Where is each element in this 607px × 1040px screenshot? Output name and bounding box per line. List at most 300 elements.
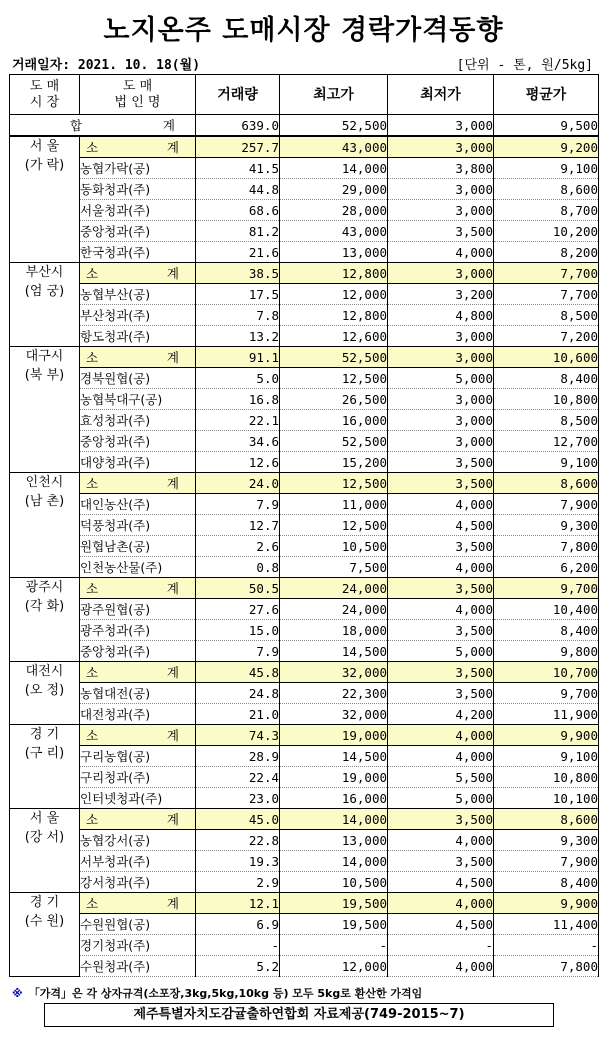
total-avg: 9,500 — [494, 115, 599, 137]
cell-max: 12,500 — [280, 515, 388, 536]
cell-min: 3,000 — [388, 179, 494, 200]
cell-min: 3,500 — [388, 473, 494, 494]
subtotal-label-b: 계 — [166, 265, 179, 281]
corp-name: 광주원협(공) — [80, 599, 196, 620]
subtotal-row — [10, 473, 599, 494]
cell-volume: 27.6 — [196, 599, 280, 620]
cell-avg: 8,400 — [494, 368, 599, 389]
market-district: (강 서) — [24, 830, 65, 845]
cell-max: 10,500 — [280, 536, 388, 557]
page-title: 노지온주 도매시장 경락가격동향 — [103, 15, 504, 46]
cell-avg: 10,100 — [494, 788, 599, 809]
market-name: 대구시 — [25, 349, 64, 364]
market-name-cell — [10, 473, 80, 578]
table-row — [10, 599, 599, 620]
table-row — [10, 158, 599, 179]
footnote-text: 「가격」은 각 상자규격(소포장,3kg,5kg,10kg 등) 모두 5kg로 환산한 가격임 — [28, 987, 423, 1000]
cell-volume: 0.8 — [196, 557, 280, 578]
cell-volume: 7.8 — [196, 305, 280, 326]
cell-volume: 5.0 — [196, 368, 280, 389]
cell-avg: 10,800 — [494, 767, 599, 788]
cell-avg: 9,800 — [494, 641, 599, 662]
total-min: 3,000 — [388, 115, 494, 137]
corp-name: 중앙청과(주) — [80, 641, 196, 662]
corp-name: 효성청과(주) — [80, 410, 196, 431]
cell-max: - — [280, 935, 388, 956]
cell-avg: 7,200 — [494, 326, 599, 347]
table-row — [10, 914, 599, 935]
cell-volume: 50.5 — [196, 578, 280, 599]
cell-volume: 7.9 — [196, 494, 280, 515]
corp-name: 농협대전(공) — [80, 683, 196, 704]
market-name: 부산시 — [25, 265, 64, 280]
cell-min: 3,500 — [388, 809, 494, 830]
subtotal-label-a: 소 — [86, 139, 99, 155]
cell-volume: 12.6 — [196, 452, 280, 473]
header-market-top: 도 매 — [29, 78, 60, 94]
corp-name: 인터넷청과(주) — [80, 788, 196, 809]
corp-name: 농협가락(공) — [80, 158, 196, 179]
subtotal-label-a: 소 — [86, 727, 99, 743]
cell-max: 52,500 — [280, 347, 388, 368]
table-row — [10, 641, 599, 662]
corp-name: 농협북대구(공) — [80, 389, 196, 410]
subtotal-row — [10, 347, 599, 368]
cell-max: 26,500 — [280, 389, 388, 410]
cell-min: 3,000 — [388, 431, 494, 452]
subtotal-label-b: 계 — [166, 349, 179, 365]
table-row — [10, 851, 599, 872]
subtotal-label-b: 계 — [166, 811, 179, 827]
cell-max: 29,000 — [280, 179, 388, 200]
cell-min: 5,500 — [388, 767, 494, 788]
cell-min: 4,000 — [388, 893, 494, 914]
cell-avg: 8,600 — [494, 473, 599, 494]
cell-avg: 9,300 — [494, 830, 599, 851]
header-market-bottom: 시 장 — [29, 94, 60, 110]
header-min: 최저가 — [388, 75, 494, 115]
cell-max: 32,000 — [280, 662, 388, 683]
cell-volume: 17.5 — [196, 284, 280, 305]
cell-min: 3,000 — [388, 347, 494, 368]
cell-volume: 22.1 — [196, 410, 280, 431]
cell-volume: 68.6 — [196, 200, 280, 221]
corp-name: 서부청과(주) — [80, 851, 196, 872]
subtotal-label-a: 소 — [86, 664, 99, 680]
table-row — [10, 368, 599, 389]
subtotal-label-b: 계 — [166, 580, 179, 596]
market-district: (구 리) — [24, 746, 65, 761]
cell-volume: 12.1 — [196, 893, 280, 914]
cell-max: 12,800 — [280, 305, 388, 326]
cell-avg: 8,400 — [494, 620, 599, 641]
cell-min: 3,500 — [388, 221, 494, 242]
market-name: 광주시 — [25, 580, 64, 595]
cell-max: 14,000 — [280, 809, 388, 830]
cell-min: 3,500 — [388, 662, 494, 683]
corp-name: 대인농산(주) — [80, 494, 196, 515]
market-district: (각 화) — [24, 599, 65, 614]
table-row — [10, 431, 599, 452]
market-name: 인천시 — [25, 475, 64, 490]
corp-name: 경북원협(공) — [80, 368, 196, 389]
cell-max: 19,500 — [280, 914, 388, 935]
corp-name: 중앙청과(주) — [80, 431, 196, 452]
footnote — [12, 985, 422, 1001]
cell-volume: 24.8 — [196, 683, 280, 704]
table-row — [10, 935, 599, 956]
cell-min: 3,500 — [388, 683, 494, 704]
cell-max: 24,000 — [280, 578, 388, 599]
cell-min: 3,500 — [388, 452, 494, 473]
market-district: (남 촌) — [24, 494, 65, 509]
table-row — [10, 494, 599, 515]
cell-max: 12,800 — [280, 263, 388, 284]
subtotal-label-a: 소 — [86, 580, 99, 596]
cell-avg: 9,200 — [494, 136, 599, 158]
table-row — [10, 956, 599, 977]
cell-volume: 44.8 — [196, 179, 280, 200]
cell-avg: 10,800 — [494, 389, 599, 410]
table-row — [10, 452, 599, 473]
cell-max: 28,000 — [280, 200, 388, 221]
subtotal-label — [80, 347, 196, 368]
subtotal-row — [10, 578, 599, 599]
cell-max: 10,500 — [280, 872, 388, 893]
subtotal-label-b: 계 — [166, 139, 179, 155]
header-avg: 평균가 — [494, 75, 599, 115]
cell-volume: 15.0 — [196, 620, 280, 641]
total-volume: 639.0 — [196, 115, 280, 137]
market-name-cell — [10, 578, 80, 662]
cell-max: 14,500 — [280, 746, 388, 767]
source-box: 제주특별자치도감귤출하연합회 자료제공(749-2015~7) — [44, 1003, 554, 1027]
cell-avg: 9,900 — [494, 893, 599, 914]
table-row — [10, 788, 599, 809]
market-name-cell — [10, 662, 80, 725]
table-row — [10, 221, 599, 242]
subtotal-label — [80, 136, 196, 158]
cell-min: 4,000 — [388, 494, 494, 515]
price-table — [9, 74, 599, 977]
table-row — [10, 704, 599, 725]
cell-avg: 8,200 — [494, 242, 599, 263]
cell-max: 18,000 — [280, 620, 388, 641]
cell-avg: 10,400 — [494, 599, 599, 620]
cell-max: 19,000 — [280, 767, 388, 788]
cell-min: 3,500 — [388, 578, 494, 599]
table-row — [10, 620, 599, 641]
cell-avg: 7,800 — [494, 956, 599, 977]
total-label-b: 계 — [162, 117, 175, 133]
cell-max: 32,000 — [280, 704, 388, 725]
cell-min: 3,800 — [388, 158, 494, 179]
cell-avg: 7,900 — [494, 851, 599, 872]
cell-avg: 9,900 — [494, 725, 599, 746]
table-row — [10, 683, 599, 704]
corp-name: 항도청과(주) — [80, 326, 196, 347]
cell-min: 4,000 — [388, 746, 494, 767]
subtotal-label — [80, 473, 196, 494]
cell-min: 4,500 — [388, 515, 494, 536]
cell-max: 12,000 — [280, 956, 388, 977]
market-district: (수 원) — [24, 914, 65, 929]
cell-avg: 9,100 — [494, 158, 599, 179]
corp-name: 수원원협(공) — [80, 914, 196, 935]
cell-volume: 28.9 — [196, 746, 280, 767]
cell-max: 12,000 — [280, 284, 388, 305]
cell-min: 4,000 — [388, 242, 494, 263]
cell-min: 4,500 — [388, 914, 494, 935]
corp-name: 한국청과(주) — [80, 242, 196, 263]
header-corp — [80, 75, 196, 115]
cell-max: 14,500 — [280, 641, 388, 662]
cell-max: 19,000 — [280, 725, 388, 746]
subtotal-row — [10, 725, 599, 746]
header-max: 최고가 — [280, 75, 388, 115]
subtotal-row — [10, 263, 599, 284]
cell-min: 3,000 — [388, 389, 494, 410]
cell-volume: 22.8 — [196, 830, 280, 851]
cell-avg: 9,100 — [494, 452, 599, 473]
cell-max: 14,000 — [280, 851, 388, 872]
table-row — [10, 872, 599, 893]
cell-avg: 10,200 — [494, 221, 599, 242]
cell-avg: 7,700 — [494, 263, 599, 284]
market-name: 서 울 — [29, 811, 60, 826]
cell-max: 12,500 — [280, 368, 388, 389]
corp-name: 경기청과(주) — [80, 935, 196, 956]
cell-max: 16,000 — [280, 788, 388, 809]
cell-avg: 8,500 — [494, 410, 599, 431]
header-volume: 거래량 — [196, 75, 280, 115]
cell-volume: 12.7 — [196, 515, 280, 536]
corp-name: 대양청과(주) — [80, 452, 196, 473]
cell-min: 4,200 — [388, 704, 494, 725]
header-corp-bottom: 법 인 명 — [114, 94, 161, 110]
cell-max: 12,600 — [280, 326, 388, 347]
market-district: (오 정) — [24, 683, 65, 698]
subtotal-label-a: 소 — [86, 265, 99, 281]
subtotal-label — [80, 809, 196, 830]
cell-avg: 12,700 — [494, 431, 599, 452]
cell-avg: 10,600 — [494, 347, 599, 368]
cell-max: 43,000 — [280, 136, 388, 158]
cell-min: 4,000 — [388, 599, 494, 620]
corp-name: 농협부산(공) — [80, 284, 196, 305]
corp-name: 부산청과(주) — [80, 305, 196, 326]
cell-avg: 11,400 — [494, 914, 599, 935]
cell-min: 3,200 — [388, 284, 494, 305]
subtotal-label-a: 소 — [86, 811, 99, 827]
cell-max: 13,000 — [280, 242, 388, 263]
cell-avg: 10,700 — [494, 662, 599, 683]
subtotal-row — [10, 662, 599, 683]
cell-volume: 22.4 — [196, 767, 280, 788]
cell-min: 4,800 — [388, 305, 494, 326]
cell-max: 52,500 — [280, 431, 388, 452]
cell-volume: 34.6 — [196, 431, 280, 452]
cell-min: 3,000 — [388, 136, 494, 158]
subtotal-label — [80, 263, 196, 284]
footnote-mark: ※ — [12, 987, 23, 1000]
cell-avg: 9,700 — [494, 578, 599, 599]
cell-min: 4,000 — [388, 830, 494, 851]
cell-min: 3,500 — [388, 536, 494, 557]
header-corp-top: 도 매 — [122, 78, 153, 94]
cell-avg: 7,700 — [494, 284, 599, 305]
subtotal-label — [80, 578, 196, 599]
table-header-row — [10, 75, 599, 115]
cell-avg: - — [494, 935, 599, 956]
cell-volume: 74.3 — [196, 725, 280, 746]
corp-name: 인천농산물(주) — [80, 557, 196, 578]
subtotal-label — [80, 662, 196, 683]
subtotal-row — [10, 809, 599, 830]
corp-name: 농협강서(공) — [80, 830, 196, 851]
market-name-cell — [10, 725, 80, 809]
cell-volume: 45.8 — [196, 662, 280, 683]
cell-min: 4,500 — [388, 872, 494, 893]
table-row — [10, 746, 599, 767]
cell-min: 3,000 — [388, 263, 494, 284]
cell-avg: 8,500 — [494, 305, 599, 326]
header-market — [10, 75, 80, 115]
table-row — [10, 284, 599, 305]
table-row — [10, 515, 599, 536]
total-row — [10, 115, 599, 137]
cell-max: 16,000 — [280, 410, 388, 431]
cell-max: 19,500 — [280, 893, 388, 914]
market-name-cell — [10, 347, 80, 473]
cell-min: - — [388, 935, 494, 956]
table-row — [10, 557, 599, 578]
cell-max: 12,500 — [280, 473, 388, 494]
cell-min: 3,000 — [388, 200, 494, 221]
cell-volume: 16.8 — [196, 389, 280, 410]
subtotal-label — [80, 725, 196, 746]
cell-volume: 5.2 — [196, 956, 280, 977]
cell-min: 4,000 — [388, 557, 494, 578]
market-name-cell — [10, 263, 80, 347]
cell-avg: 8,700 — [494, 200, 599, 221]
table-row — [10, 305, 599, 326]
total-max: 52,500 — [280, 115, 388, 137]
market-district: (가 락) — [24, 158, 65, 173]
cell-max: 13,000 — [280, 830, 388, 851]
trade-date: 거래일자: 2021. 10. 18(월) — [12, 58, 201, 73]
subtotal-label — [80, 893, 196, 914]
corp-name: 강서청과(주) — [80, 872, 196, 893]
corp-name: 원협남촌(공) — [80, 536, 196, 557]
corp-name: 수원청과(주) — [80, 956, 196, 977]
corp-name: 덕풍청과(주) — [80, 515, 196, 536]
total-label-a: 합 — [70, 117, 83, 133]
cell-avg: 7,900 — [494, 494, 599, 515]
cell-min: 3,500 — [388, 851, 494, 872]
cell-avg: 8,600 — [494, 179, 599, 200]
cell-max: 11,000 — [280, 494, 388, 515]
cell-max: 14,000 — [280, 158, 388, 179]
cell-min: 4,000 — [388, 956, 494, 977]
corp-name: 구리청과(주) — [80, 767, 196, 788]
subtotal-row — [10, 136, 599, 158]
cell-max: 15,200 — [280, 452, 388, 473]
cell-avg: 9,100 — [494, 746, 599, 767]
cell-volume: 2.6 — [196, 536, 280, 557]
cell-avg: 8,600 — [494, 809, 599, 830]
cell-min: 3,000 — [388, 410, 494, 431]
subtotal-label-a: 소 — [86, 895, 99, 911]
market-name-cell — [10, 809, 80, 893]
market-district: (북 부) — [24, 368, 65, 383]
corp-name: 구리농협(공) — [80, 746, 196, 767]
cell-volume: 23.0 — [196, 788, 280, 809]
subtotal-label-a: 소 — [86, 475, 99, 491]
cell-volume: - — [196, 935, 280, 956]
table-row — [10, 410, 599, 431]
subtotal-label-b: 계 — [166, 727, 179, 743]
subtotal-label-b: 계 — [166, 475, 179, 491]
cell-volume: 19.3 — [196, 851, 280, 872]
cell-min: 5,000 — [388, 788, 494, 809]
corp-name: 동화청과(주) — [80, 179, 196, 200]
cell-avg: 8,400 — [494, 872, 599, 893]
cell-volume: 21.6 — [196, 242, 280, 263]
cell-max: 22,300 — [280, 683, 388, 704]
cell-volume: 38.5 — [196, 263, 280, 284]
corp-name: 광주청과(주) — [80, 620, 196, 641]
table-row — [10, 326, 599, 347]
cell-avg: 9,300 — [494, 515, 599, 536]
table-row — [10, 536, 599, 557]
cell-volume: 41.5 — [196, 158, 280, 179]
cell-max: 24,000 — [280, 599, 388, 620]
cell-min: 3,500 — [388, 620, 494, 641]
cell-volume: 81.2 — [196, 221, 280, 242]
cell-min: 3,000 — [388, 326, 494, 347]
cell-volume: 45.0 — [196, 809, 280, 830]
subtotal-label-a: 소 — [86, 349, 99, 365]
cell-avg: 7,800 — [494, 536, 599, 557]
table-row — [10, 767, 599, 788]
cell-volume: 2.9 — [196, 872, 280, 893]
table-row — [10, 200, 599, 221]
market-name: 대전시 — [25, 664, 64, 679]
cell-volume: 7.9 — [196, 641, 280, 662]
cell-avg: 11,900 — [494, 704, 599, 725]
cell-min: 5,000 — [388, 641, 494, 662]
cell-max: 43,000 — [280, 221, 388, 242]
subtotal-label-b: 계 — [166, 895, 179, 911]
cell-min: 5,000 — [388, 368, 494, 389]
market-name-cell — [10, 893, 80, 977]
cell-volume: 13.2 — [196, 326, 280, 347]
table-row — [10, 242, 599, 263]
table-row — [10, 830, 599, 851]
cell-volume: 91.1 — [196, 347, 280, 368]
table-row — [10, 389, 599, 410]
cell-avg: 9,700 — [494, 683, 599, 704]
total-label — [10, 115, 196, 137]
cell-volume: 24.0 — [196, 473, 280, 494]
market-name-cell — [10, 136, 80, 263]
corp-name: 서울청과(주) — [80, 200, 196, 221]
table-row — [10, 179, 599, 200]
subtotal-label-b: 계 — [166, 664, 179, 680]
cell-volume: 257.7 — [196, 136, 280, 158]
subtotal-row — [10, 893, 599, 914]
